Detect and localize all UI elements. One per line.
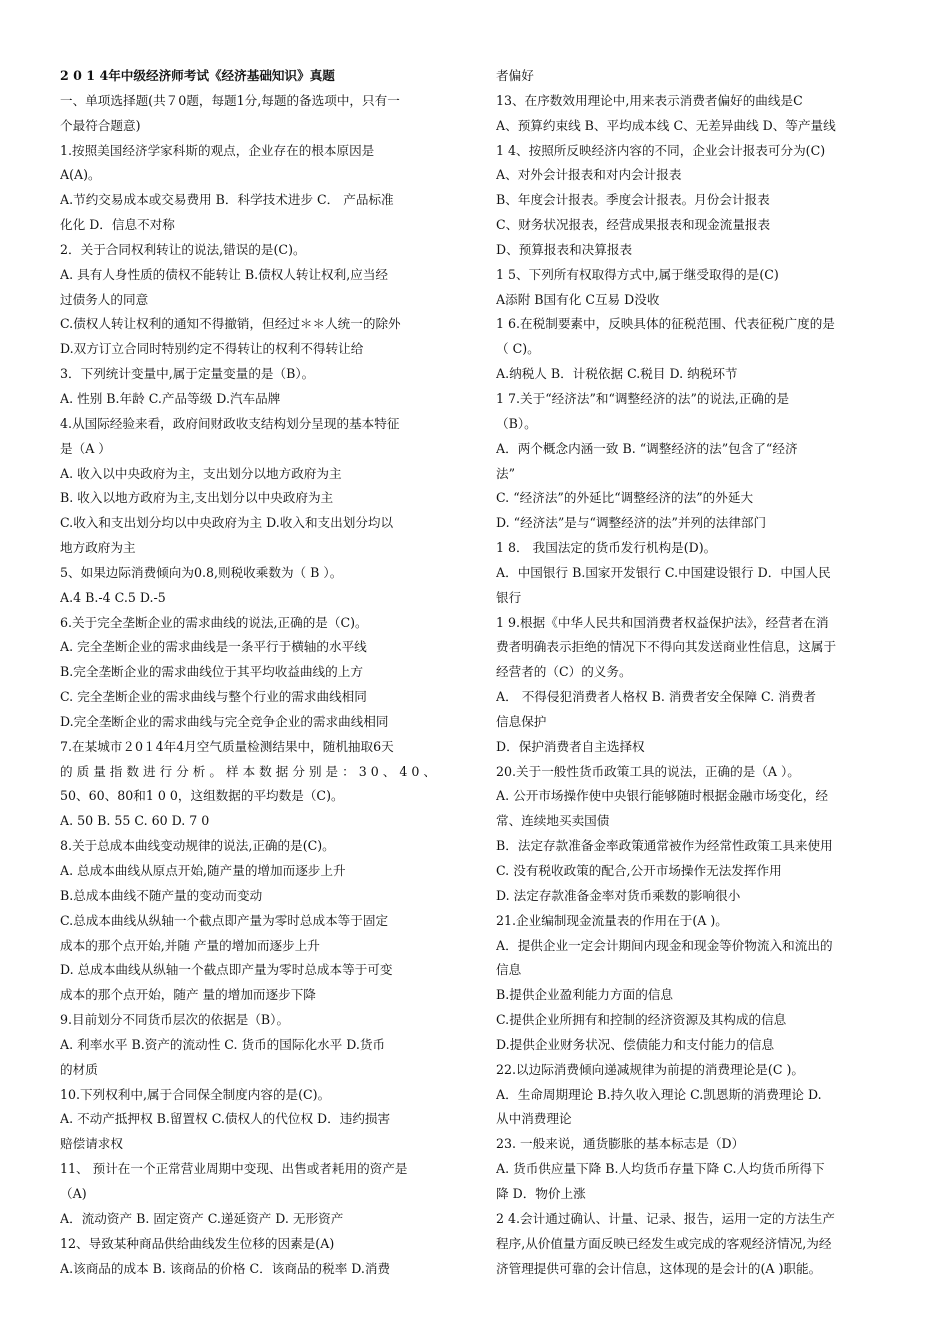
text-line: D. 法定存款准备金率对货币乘数的影响很小 [496,887,741,903]
text-line: D.提供企业财务状况、偿债能力和支付能力的信息 [496,1036,775,1052]
text-line: A.纳税人 B．计税依据 C.税目 D. 纳税环节 [496,366,738,382]
text-line: A．中国银行 B.国家开发银行 C.中国建设银行 D．中国人民 [496,564,831,580]
text-line: C. 没有税收政策的配合,公开市场操作无法发挥作用 [496,863,782,878]
text-line: B、年度会计报表。季度会计报表。月份会计报表 [496,192,770,208]
text-line: 50、60、80和1 0 0，这组数据的平均数是（C)。 [60,788,344,804]
text-line: （B）。 [496,415,537,431]
text-line: C.债权人转让权利的通知不得撤销，但经过＊＊人统一的除外 [60,316,401,332]
text-line: 常、连续地买卖国债 [496,813,610,829]
text-line: D.双方订立合同时特别约定不得转让的权利不得转让给 [60,341,364,357]
text-line: 1 4、按照所反映经济内容的不同，企业会计报表可分为(C) [496,142,826,158]
text-line: （ C)。 [496,341,540,357]
text-line: A．提供企业一定会计期间内现金和现金等价物流入和流出的 [496,937,833,953]
text-line: 个最符合题意) [60,117,141,133]
text-line: A. 性别 B.年龄 C.产品等级 D.汽车品牌 [60,390,281,406]
text-line: 5、如果边际消费倾向为0.8,则税收乘数为（ B ）。 [60,564,343,580]
text-line: 2 4.会计通过确认、计量、记录、报告，运用一定的方法生产 [496,1210,835,1226]
text-line: C、财务状况报表，经营成果报表和现金流量报表 [496,217,771,233]
text-line: A. 货币供应量下降 B.人均货币存量下降 C.人均货币所得下 [496,1161,825,1177]
text-line: B.提供企业盈利能力方面的信息 [496,987,673,1003]
text-line: 银行 [496,589,522,605]
text-line: A. 收入以中央政府为主，支出划分以地方政府为主 [60,465,342,481]
text-line: 2．关于合同权利转让的说法,错误的是(C)。 [60,241,306,257]
document-title: 2 0 1 4年中级经济师考试《经济基础知识》真题 [60,68,335,83]
text-line: A.该商品的成本 B. 该商品的价格 C．该商品的税率 D.消费 [60,1260,391,1276]
text-line: 23. 一般来说，通货膨胀的基本标志是（D） [496,1136,745,1152]
text-line: A添附 B国有化 C互易 D没收 [496,291,660,307]
text-line: 成本的那个点开始，随产 量的增加而逐步下降 [60,987,316,1003]
text-line: B．法定存款准备金率政策通常被作为经常性政策工具来使用 [496,838,833,854]
text-line: 的材质 [60,1061,98,1077]
text-line: 者偏好 [496,68,534,83]
text-line: 20.关于一般性货币政策工具的说法，正确的是（A ）。 [496,763,800,779]
text-line: 经营者的（C）的义务。 [496,664,632,680]
text-line: 8.关于总成本曲线变动规律的说法,正确的是(C)。 [60,838,335,854]
text-line: D. 总成本曲线从纵轴一个截点即产量为零时总成本等于可变 [60,962,393,978]
text-line: C.收入和支出划分均以中央政府为主 D.收入和支出划分均以 [60,515,394,531]
text-line: 是（A ） [60,440,111,456]
text-line: B.总成本曲线不随产量的变动而变动 [60,887,263,903]
text-line: 6.关于完全垄断企业的需求曲线的说法,正确的是（C)。 [60,614,368,630]
text-line: A．生命周期理论 B.持久收入理论 C.凯恩斯的消费理论 D. [496,1086,822,1102]
text-line: 成本的那个点开始,并随 产量的增加而逐步上升 [60,937,320,953]
text-line: 赔偿请求权 [60,1136,123,1152]
text-line: 12、导致某种商品供给曲线发生位移的因素是(A) [60,1235,335,1251]
text-line: 11、 预计在一个正常营业周期中变现、出售或者耗用的资产是 [60,1161,408,1177]
text-line: A. 利率水平 B.资产的流动性 C. 货币的国际化水平 D.货币 [60,1036,386,1052]
left-column [60,64,466,1281]
text-line: A(A)。 [60,167,101,183]
text-line: 信息保护 [496,713,547,729]
text-line: 7.在某城市２0１4年4月空气质量检测结果中，随机抽取6天 [60,738,394,754]
text-line: A．两个概念内涵一致 B. “调整经济的法”包含了“经济 [496,440,798,456]
text-line: 1 7.关于“经济法”和“调整经济的法”的说法,正确的是 [496,390,790,406]
text-line: C.总成本曲线从纵轴一个截点即产量为零时总成本等于固定 [60,912,389,928]
text-line: A. 不动产抵押权 B.留置权 C.债权人的代位权 D．违约损害 [60,1111,391,1127]
text-line: A． 不得侵犯消费者人格权 B. 消费者安全保障 C. 消费者 [496,689,817,705]
text-line: 13、在序数效用理论中,用来表示消费者偏好的曲线是C [496,92,803,108]
text-line: 1 9.根据《中华人民共和国消费者权益保护法》，经营者在消 [496,614,829,630]
text-line: A. 50 B. 55 C. 60 D. 7 0 [60,813,210,829]
text-line: 1.按照美国经济学家科斯的观点，企业存在的根本原因是 [60,142,375,158]
text-line: A、预算约束线 B、平均成本线 C、无差异曲线 D、等产量线 [496,117,836,133]
text-line: A、对外会计报表和对内会计报表 [496,167,682,183]
text-line: A. 具有人身性质的债权不能转让 B.债权人转让权利,应当经 [60,266,389,282]
text-line: 化化 D．信息不对称 [60,217,175,233]
text-line: 法” [496,465,516,481]
text-line: 22.以边际消费倾向递减规律为前提的消费理论是(C )。 [496,1061,804,1077]
right-column [496,64,892,1281]
text-line: 降 D．物价上涨 [496,1185,586,1201]
text-line: C.提供企业所拥有和控制的经济资源及其构成的信息 [496,1012,787,1028]
text-line: 1 5、下列所有权取得方式中,属于继受取得的是(C) [496,266,779,282]
text-line: D．保护消费者自主选择权 [496,738,645,754]
text-line: 从中消费理论 [496,1111,572,1127]
text-line: A.节约交易成本或交易费用 B．科学技术进步 C． 产品标准 [60,192,394,208]
text-line: A.4 B.-4 C.5 D.-5 [60,589,166,605]
text-line: 21.企业编制现金流量表的作用在于(A )。 [496,912,728,928]
text-line: （A) [60,1185,87,1201]
text-line: D、预算报表和决算报表 [496,241,633,257]
text-line: 3．下列统计变量中,属于定量变量的是（B）。 [60,366,315,382]
text-line: 地方政府为主 [60,540,136,556]
text-line: 过债务人的同意 [60,291,149,307]
text-line: B.完全垄断企业的需求曲线位于其平均收益曲线的上方 [60,664,363,680]
text-line: 10.下列权利中,属于合同保全制度内容的是(C)。 [60,1086,331,1102]
text-line: 1 8． 我国法定的货币发行机构是(D)。 [496,540,717,556]
text-line: A．流动资产 B. 固定资产 C.递延资产 D. 无形资产 [60,1210,344,1226]
text-line: A. 完全垄断企业的需求曲线是一条平行于横轴的水平线 [60,639,367,655]
text-line: D.完全垄断企业的需求曲线与完全竞争企业的需求曲线相同 [60,713,389,729]
text-line: D. “经济法”是与“调整经济的法”并列的法律部门 [496,515,767,531]
text-line: 一、单项选择题(共７0题，每题1分,每题的备选项中，只有一 [60,92,400,108]
text-line: 4.从国际经验来看，政府间财政收支结构划分呈现的基本特征 [60,415,400,431]
text-line: A. 公开市场操作使中央银行能够随时根据金融市场变化，经 [496,788,828,804]
text-line: 9.目前划分不同货币层次的依据是（B）。 [60,1012,290,1028]
text-line: B. 收入以地方政府为主,支出划分以中央政府为主 [60,490,334,506]
text-line: 济管理提供可靠的会计信息，这体现的是会计的(A )职能。 [496,1260,822,1276]
text-line: 程序,从价值量方面反映已经发生或完成的客观经济情况,为经 [496,1235,832,1251]
text-line: 1 6.在税制要素中，反映具体的征税范围、代表征税广度的是 [496,316,835,332]
text-line: C. 完全垄断企业的需求曲线与整个行业的需求曲线相同 [60,689,367,705]
text-line: C. “经济法”的外延比“调整经济的法”的外延大 [496,490,754,506]
text-line: 信息 [496,962,522,978]
text-line: A. 总成本曲线从原点开始,随产量的增加而逐步上升 [60,863,346,878]
text-line: 费者明确表示拒绝的情况下不得向其发送商业性信息，这属于 [496,639,837,655]
text-line: 的 质 量 指 数 进 行 分 析 。 样 本 数 据 分 别 是 ： 3 0 、 4 0 、 [60,763,436,779]
